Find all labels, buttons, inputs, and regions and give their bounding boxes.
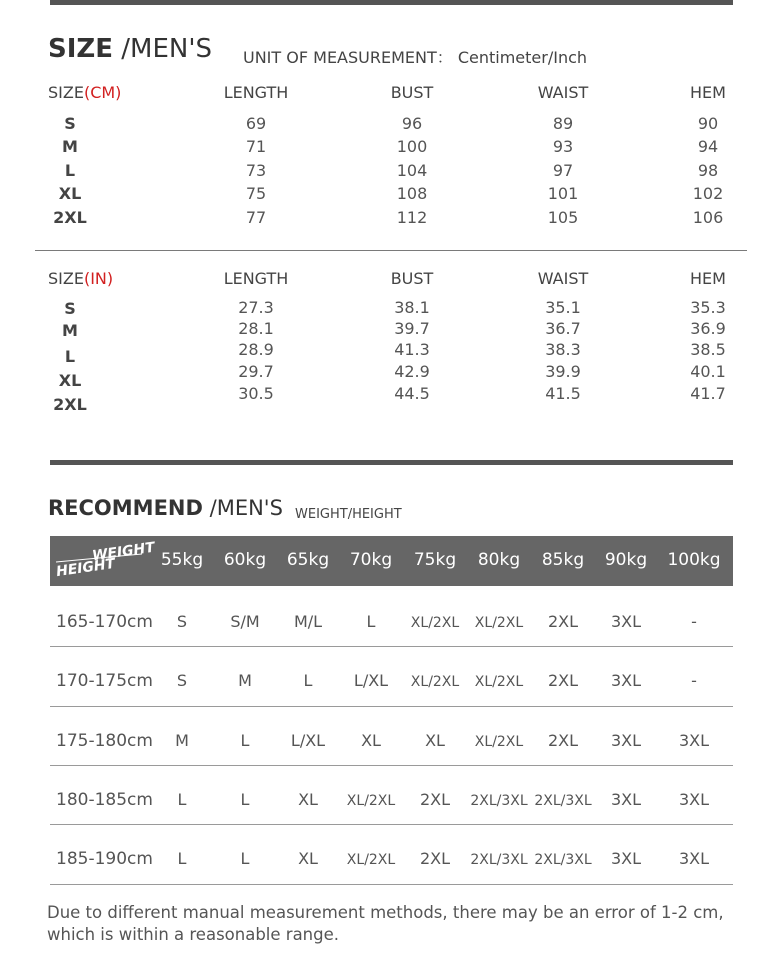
size-value-cell: 39.9 — [545, 362, 581, 381]
size-value-cell: 100 — [396, 137, 428, 156]
size-value-cell: 69 — [245, 114, 267, 133]
recommended-size-cell: 3XL — [610, 612, 642, 631]
recommended-size-cell: 2XL — [419, 849, 451, 868]
size-title-suffix: /MEN'S — [121, 34, 213, 64]
recommended-size-cell: XL/2XL — [410, 615, 460, 631]
recommended-size-cell: S/M — [230, 612, 260, 631]
size-value-cell: 73 — [245, 161, 267, 180]
recommend-title-suffix: /MEN'S — [209, 496, 283, 520]
weight-header-90kg: 90kg — [604, 550, 648, 570]
recommended-size-cell: 3XL — [678, 849, 710, 868]
recommended-size-cell: L — [240, 731, 250, 750]
weight-header-100kg: 100kg — [667, 550, 721, 570]
size-value-cell: 105 — [547, 208, 579, 227]
recommended-size-cell: 3XL — [610, 849, 642, 868]
size-value-cell: 35.3 — [690, 298, 726, 317]
size-value-cell: 38.5 — [690, 340, 726, 359]
weight-header-85kg: 85kg — [541, 550, 585, 570]
recommended-size-cell: XL/2XL — [474, 615, 524, 631]
recommended-size-cell: 3XL — [678, 731, 710, 750]
weight-header-55kg: 55kg — [160, 550, 204, 570]
column-header-waist: WAIST — [537, 269, 589, 288]
recommended-size-cell: M — [175, 731, 189, 750]
recommended-size-cell: 2XL/3XL — [470, 793, 528, 809]
recommended-size-cell: - — [691, 671, 697, 690]
recommend-header-row — [50, 536, 733, 586]
recommended-size-cell: 2XL — [547, 612, 579, 631]
size-label-xl: XL — [58, 184, 82, 203]
size-value-cell: 106 — [692, 208, 724, 227]
size-value-cell: 75 — [245, 184, 267, 203]
recommended-size-cell: 2XL — [419, 790, 451, 809]
recommended-size-cell: L — [303, 671, 313, 690]
size-value-cell: 27.3 — [238, 298, 274, 317]
size-value-cell: 102 — [692, 184, 724, 203]
recommended-size-cell: M — [238, 671, 252, 690]
size-value-cell: 28.9 — [238, 340, 274, 359]
size-value-cell: 104 — [396, 161, 428, 180]
column-header-hem: HEM — [690, 83, 726, 102]
column-header-length: LENGTH — [223, 269, 289, 288]
recommend-section-title — [48, 496, 283, 520]
height-label: 165-170cm — [56, 612, 153, 632]
recommended-size-cell: S — [176, 612, 188, 631]
row-divider-line — [50, 824, 733, 825]
recommended-size-cell: XL/2XL — [410, 674, 460, 690]
weight-header-70kg: 70kg — [349, 550, 393, 570]
size-label-l: L — [64, 161, 76, 180]
recommended-size-cell: L — [177, 790, 187, 809]
size-title-bold: SIZE — [48, 34, 114, 64]
measurement-note: Due to different manual measurement methods, there may be an error of 1-2 cm, which is within a reasonable range. — [47, 903, 724, 944]
size-header-label: SIZE — [48, 83, 84, 102]
size-value-cell: 93 — [552, 137, 574, 156]
height-label: 175-180cm — [56, 731, 153, 751]
size-value-cell: 44.5 — [394, 384, 430, 403]
weight-header-75kg: 75kg — [413, 550, 457, 570]
height-label: 185-190cm — [56, 849, 153, 869]
height-label: 170-175cm — [56, 671, 153, 691]
recommended-size-cell: 3XL — [610, 671, 642, 690]
row-divider-line — [50, 646, 733, 647]
recommended-size-cell: L — [240, 849, 250, 868]
weight-header-80kg: 80kg — [477, 550, 521, 570]
recommended-size-cell: XL — [298, 849, 318, 868]
size-label-s: S — [64, 299, 76, 318]
recommended-size-cell: L/XL — [290, 731, 326, 750]
recommended-size-cell: L — [366, 612, 376, 631]
column-header-hem: HEM — [690, 269, 726, 288]
recommended-size-cell: 3XL — [610, 731, 642, 750]
column-header-length: LENGTH — [223, 83, 289, 102]
recommend-title-bold: RECOMMEND — [48, 496, 203, 520]
size-value-cell: 77 — [245, 208, 267, 227]
size-value-cell: 112 — [396, 208, 428, 227]
size-value-cell: 41.5 — [545, 384, 581, 403]
unit-of-measurement-label: UNIT OF MEASUREMENT： Centimeter/Inch — [243, 48, 588, 67]
size-value-cell: 98 — [697, 161, 719, 180]
size-label-2xl: 2XL — [53, 395, 87, 414]
size-value-cell: 30.5 — [238, 384, 274, 403]
size-label-m: M — [62, 321, 78, 340]
size-section-title — [48, 34, 212, 64]
size-value-cell: 89 — [552, 114, 574, 133]
recommended-size-cell: XL/2XL — [474, 734, 524, 750]
size-column-header — [48, 83, 121, 102]
column-header-bust: BUST — [390, 83, 434, 102]
size-value-cell: 39.7 — [394, 319, 430, 338]
column-header-bust: BUST — [390, 269, 434, 288]
size-label-2xl: 2XL — [53, 208, 87, 227]
recommended-size-cell: L — [240, 790, 250, 809]
size-value-cell: 90 — [697, 114, 719, 133]
recommended-size-cell: 2XL — [547, 671, 579, 690]
recommended-size-cell: 3XL — [610, 790, 642, 809]
recommended-size-cell: XL — [361, 731, 381, 750]
recommended-size-cell: XL — [425, 731, 445, 750]
size-label-s: S — [64, 114, 76, 133]
size-label-m: M — [62, 137, 78, 156]
corner-height-label: HEIGHT — [55, 555, 117, 581]
size-value-cell: 41.3 — [394, 340, 430, 359]
size-value-cell: 42.9 — [394, 362, 430, 381]
recommended-size-cell: XL — [298, 790, 318, 809]
size-value-cell: 36.7 — [545, 319, 581, 338]
middle-divider-bar — [50, 460, 733, 465]
recommended-size-cell: XL/2XL — [346, 852, 396, 868]
row-divider-line — [50, 706, 733, 707]
weight-header-65kg: 65kg — [286, 550, 330, 570]
recommended-size-cell: XL/2XL — [474, 674, 524, 690]
size-value-cell: 71 — [245, 137, 267, 156]
column-header-waist: WAIST — [537, 83, 589, 102]
weight-header-60kg: 60kg — [223, 550, 267, 570]
recommended-size-cell: XL/2XL — [346, 793, 396, 809]
corner-weight-label: WEIGHT — [91, 539, 156, 565]
row-divider-line — [50, 884, 733, 885]
recommend-subtitle: WEIGHT/HEIGHT — [295, 507, 402, 522]
recommended-size-cell: 2XL/3XL — [534, 793, 592, 809]
size-value-cell: 29.7 — [238, 362, 274, 381]
recommended-size-cell: M/L — [293, 612, 323, 631]
size-header-unit: (IN) — [83, 269, 114, 288]
size-value-cell: 38.1 — [394, 298, 430, 317]
size-value-cell: 28.1 — [238, 319, 274, 338]
recommended-size-cell: 2XL/3XL — [534, 852, 592, 868]
size-value-cell: 97 — [552, 161, 574, 180]
size-value-cell: 94 — [697, 137, 719, 156]
size-header-unit: (CM) — [83, 83, 122, 102]
size-value-cell: 41.7 — [690, 384, 726, 403]
size-value-cell: 108 — [396, 184, 428, 203]
recommended-size-cell: L/XL — [353, 671, 389, 690]
recommended-size-cell: L — [177, 849, 187, 868]
size-value-cell: 101 — [547, 184, 579, 203]
height-label: 180-185cm — [56, 790, 153, 810]
size-header-label: SIZE — [48, 269, 84, 288]
recommended-size-cell: 2XL — [547, 731, 579, 750]
recommended-size-cell: 3XL — [678, 790, 710, 809]
recommended-size-cell: S — [176, 671, 188, 690]
size-value-cell: 35.1 — [545, 298, 581, 317]
table-divider-line — [35, 250, 747, 251]
recommended-size-cell: - — [691, 612, 697, 631]
size-value-cell: 40.1 — [690, 362, 726, 381]
size-column-header — [48, 269, 113, 288]
size-value-cell: 96 — [401, 114, 423, 133]
row-divider-line — [50, 765, 733, 766]
recommended-size-cell: 2XL/3XL — [470, 852, 528, 868]
size-label-xl: XL — [58, 371, 82, 390]
size-value-cell: 36.9 — [690, 319, 726, 338]
top-divider-bar — [50, 0, 733, 5]
size-value-cell: 38.3 — [545, 340, 581, 359]
size-label-l: L — [64, 347, 76, 366]
